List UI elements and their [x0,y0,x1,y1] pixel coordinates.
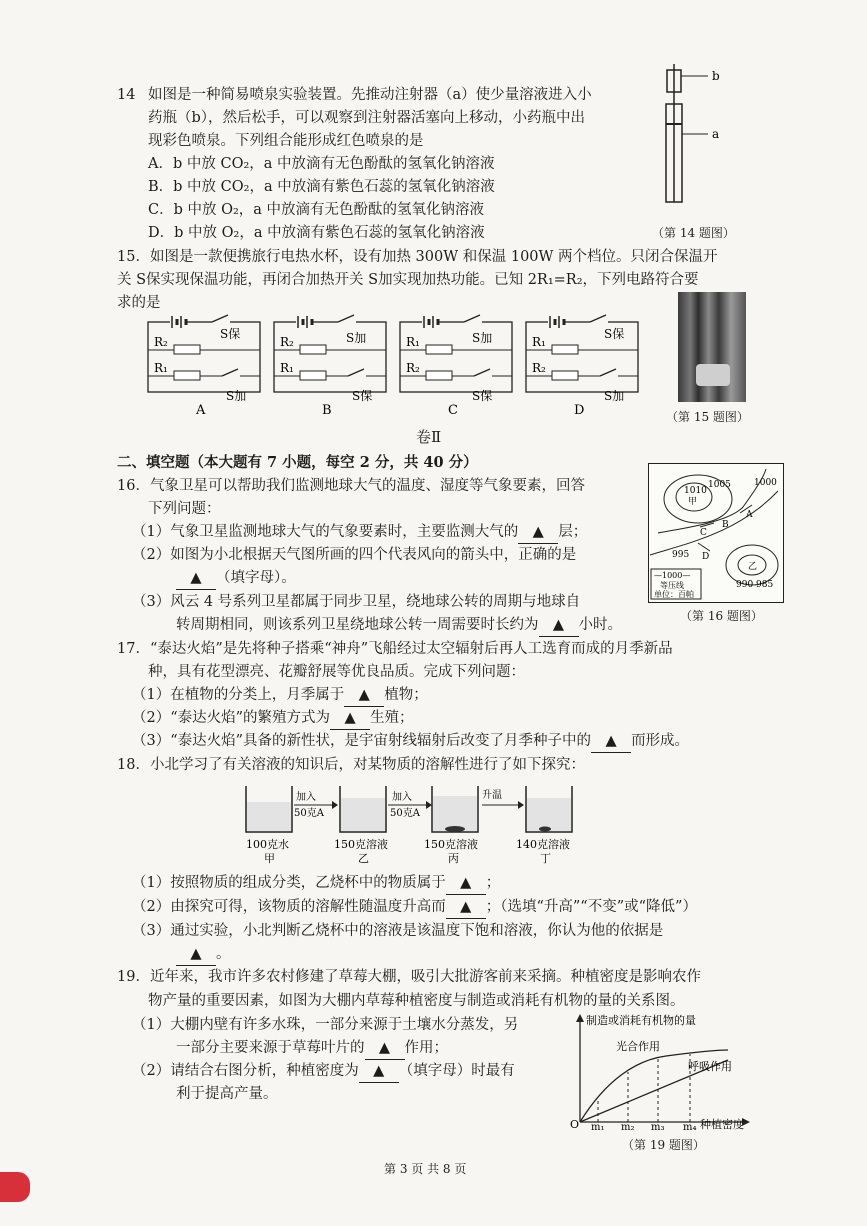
q19-stem-line2: 物产量的重要因素，如图为大棚内草莓种植密度与制造或消耗有机物的量的关系图。 [148,993,685,1009]
beaker-bing-mass: 150克溶液 [424,838,478,851]
q14-stem-line2: 药瓶（b），然后松手，可以观察到注射器活塞向上移动，小药瓶中出 [148,110,586,126]
q17-part1 [132,684,428,707]
q19-part1-blank: ▲ [365,1037,405,1060]
arrow3-label: 升温 [482,790,502,801]
q14-label-a: a [712,127,720,141]
q14-option-c: C．b 中放 O₂，a 中放滴有无色酚酞的氢氧化钠溶液 [148,202,485,218]
graph-tick-m1: m₁ [591,1122,605,1132]
circuit-d-bottom-resistor-label: R₂ [532,361,546,375]
q18-part1 [132,872,500,895]
q19-part2-line1 [132,1060,515,1083]
q16-part3-text: 转周期相同，则该系列卫星绕地球公转一周需要时长约为 [176,617,539,633]
circuit-d-top-switch-label: S保 [604,327,625,341]
q18-part1-blank: ▲ [446,872,486,895]
q15-kettle-photo [678,292,746,402]
arrow2-label-top: 加入 [392,792,412,803]
q15-caption: （第 15 题图） [666,410,749,424]
map-label-1010: 1010 [684,486,707,496]
q18-part2-blank: ▲ [446,896,486,919]
graph-tick-m2: m₂ [621,1122,635,1132]
graph-curve-photosynthesis: 光合作用 [616,1040,660,1053]
q15-circuit-options [140,312,660,420]
beaker-yi-mass: 150克溶液 [334,838,388,851]
q16-part2-line2 [176,567,296,590]
q17-part3 [132,730,689,753]
beaker-yi-name: 乙 [358,852,369,865]
map-legend-isobar: 等压线 [660,581,684,590]
q16-part3-end: 小时。 [578,617,622,633]
map-label-985: 985 [756,580,774,590]
q17-part3-blank: ▲ [591,730,631,753]
map-label-1000: 1000 [754,478,777,488]
q19-part1-line2 [176,1037,448,1060]
q19-part1-end: 作用； [404,1040,448,1056]
map-label-995: 995 [672,550,690,560]
q18-part3-blank: ▲ [176,943,216,966]
map-label-d: D [702,552,710,562]
circuit-a-top-resistor-label: R₂ [154,335,168,349]
circuit-b-bottom-resistor-label: R₁ [280,361,294,375]
circuit-a [148,315,260,418]
q17-part2 [132,707,414,730]
q14-label-b: b [712,69,720,83]
q17-stem-line2: 种，具有花型漂亮、花瓣舒展等优良品质。完成下列问题： [148,664,525,680]
beaker-ding [526,786,572,832]
q16-caption: （第 16 题图） [680,609,763,623]
circuit-c-top-switch-label: S加 [472,331,493,345]
circuit-d-letter: D [574,403,585,418]
q19-part2-line2: 利于提高产量。 [176,1086,278,1102]
map-label-c: C [700,528,707,538]
q16-isobar-map [648,463,784,603]
beaker-jia-name: 甲 [264,852,275,865]
q18-part3-end: 。 [216,946,231,962]
q19-part2-blank: ▲ [359,1060,399,1083]
q15-stem-line3: 求的是 [117,295,161,311]
graph-tick-m4: m₄ [683,1122,697,1132]
beaker-jia [246,786,292,832]
q14-option-d: D．b 中放 O₂，a 中放滴有紫色石蕊的氢氧化钠溶液 [148,225,485,241]
q17-part1-text: （1）在植物的分类上，月季属于 [132,687,345,703]
q14-stem-line3: 现彩色喷泉。下列组合能形成红色喷泉的是 [148,133,424,149]
arrow2-label-bottom: 50克A [390,808,420,819]
volume-2-heading: 卷Ⅱ [416,428,442,446]
map-label-yi: 乙 [748,562,758,572]
beaker-yi [340,786,386,832]
circuit-a-bottom-resistor-label: R₁ [154,361,168,375]
q16-part1-end: 层； [558,524,588,540]
circuit-a-letter: A [196,403,206,418]
q14-caption: （第 14 题图） [652,226,735,240]
beaker-ding-name: 丁 [540,852,551,865]
q16-part1-text: （1）气象卫星监测地球大气的气象要素时，主要监测大气的 [132,524,519,540]
graph-origin: O [570,1118,580,1131]
graph-x-label: 种植密度 [700,1118,744,1131]
q17-part1-end: 植物； [384,687,428,703]
circuit-b-bottom-switch-label: S保 [352,389,373,403]
q16-part2-text: （填字母）。 [216,570,296,586]
q17-part3-text: （3）“泰达火焰”具备的新性状，是宇宙射线辐射后改变了月季种子中的 [132,733,592,749]
graph-tick-m3: m₃ [651,1122,665,1132]
graph-y-label: 制造或消耗有机物的量 [586,1014,696,1027]
q16-part2-line1: （2）如图为小北根据天气图所画的四个代表风向的箭头中，正确的是 [132,547,577,563]
map-legend-line: —1000— [654,571,691,580]
map-label-jia: 甲 [688,497,698,507]
circuit-d-top-resistor-label: R₁ [532,335,546,349]
q18-part3-line1: （3）通过实验，小北判断乙烧杯中的溶液是该温度下饱和溶液，你认为他的依据是 [132,923,664,939]
q19-caption: （第 19 题图） [622,1138,705,1152]
circuit-c-top-resistor-label: R₁ [406,335,420,349]
map-legend-unit: 单位：百帕 [654,590,694,599]
graph-curve-respiration: 呼吸作用 [688,1060,732,1073]
circuit-d-bottom-switch-label: S加 [604,389,625,403]
q17-part2-end: 生殖； [370,710,414,726]
q14-apparatus-figure [640,64,750,224]
q16-part1 [132,521,587,544]
circuit-b-top-resistor-label: R₂ [280,335,294,349]
q18-part2 [132,896,697,919]
q14-option-b: B．b 中放 CO₂，a 中放滴有紫色石蕊的氢氧化钠溶液 [148,179,495,195]
q16-stem-line1: 16．气象卫星可以帮助我们监测地球大气的温度、湿度等气象要素，回答 [117,478,585,494]
circuit-c-bottom-resistor-label: R₂ [406,361,420,375]
q16-part2-blank: ▲ [176,567,216,590]
q14-stem-line1: 如图是一种简易喷泉实验装置。先推动注射器（a）使少量溶液进入小 [148,87,592,103]
q18-part1-end: ； [485,875,501,891]
q18-part2-text: （2）由探究可得，该物质的溶解性随温度升高而 [132,899,446,915]
circuit-c-letter: C [448,403,458,418]
q17-part2-blank: ▲ [330,707,370,730]
circuit-b-letter: B [322,403,332,418]
q19-part2-end: （填字母）时最有 [398,1063,515,1079]
q16-part3-line1: （3）风云 4 号系列卫星都属于同步卫星，绕地球公转的周期与地球自 [132,594,581,610]
q19-part1-text: 一部分主要来源于草莓叶片的 [176,1040,365,1056]
q14-number: 14 [117,87,136,103]
q17-part3-end: 而形成。 [631,733,690,749]
q14-option-a: A．b 中放 CO₂，a 中放滴有无色酚酞的氢氧化钠溶液 [148,156,495,172]
q15-stem-line1: 15．如图是一款便携旅行电热水杯，设有加热 300W 和保温 100W 两个档位。只闭合保温开 [117,249,718,265]
q18-stem: 18．小北学习了有关溶液的知识后，对某物质的溶解性进行了如下探究： [117,757,585,773]
q19-stem-line1: 19．近年来，我市许多农村修建了草莓大棚，吸引大批游客前来采摘。种植密度是影响农作 [117,969,701,985]
page-footer: 第 3 页 共 8 页 [384,1162,467,1176]
circuit-b [274,315,386,418]
section-2-heading: 二、填空题（本大题有 7 小题，每空 2 分，共 40 分） [117,454,478,471]
q19-part1-line1: （1）大棚内壁有许多水珠，一部分来源于土壤水分蒸发，另 [132,1017,519,1033]
arrow1-label-bottom: 50克A [294,808,324,819]
q18-part2-end: ；（选填“升高”“不变”或“降低”） [485,899,697,915]
beaker-jia-mass: 100克水 [246,838,289,851]
beaker-bing-name: 丙 [448,852,459,865]
circuit-a-bottom-switch-label: S加 [226,389,247,403]
corner-stamp-mark [0,1172,30,1202]
beaker-bing [432,786,478,832]
map-label-990: 990 [736,580,754,590]
q19-part2-text: （2）请结合右图分析，种植密度为 [132,1063,359,1079]
q19-density-graph [566,1010,764,1132]
circuit-a-top-switch-label: S保 [220,327,241,341]
circuit-d [526,315,638,418]
q15-stem-line2: 关 S保实现保温功能，再闭合加热开关 S加实现加热功能。已知 2R₁=R₂，下列电路符合要 [117,272,699,288]
q16-part1-blank: ▲ [518,521,558,544]
q17-part2-text: （2）“泰达火焰”的繁殖方式为 [132,710,331,726]
q16-stem-line2: 下列问题： [148,501,221,517]
circuit-b-top-switch-label: S加 [346,331,367,345]
q18-beaker-experiment [236,778,586,872]
q18-part3-line2 [176,943,231,966]
q17-part1-blank: ▲ [344,684,384,707]
circuit-c [400,315,512,418]
map-label-b: B [722,520,729,530]
map-label-1005: 1005 [708,480,731,490]
q16-part3-line2 [176,614,622,637]
beaker-ding-mass: 140克溶液 [516,838,570,851]
arrow1-label-top: 加入 [296,792,316,803]
q16-part3-blank: ▲ [539,614,579,637]
q18-part1-text: （1）按照物质的组成分类，乙烧杯中的物质属于 [132,875,446,891]
q17-stem-line1: 17．“泰达火焰”是先将种子搭乘“神舟”飞船经过太空辐射后再人工选育而成的月季新品 [117,641,673,657]
circuit-c-bottom-switch-label: S保 [472,389,493,403]
map-label-a: A [746,510,753,520]
